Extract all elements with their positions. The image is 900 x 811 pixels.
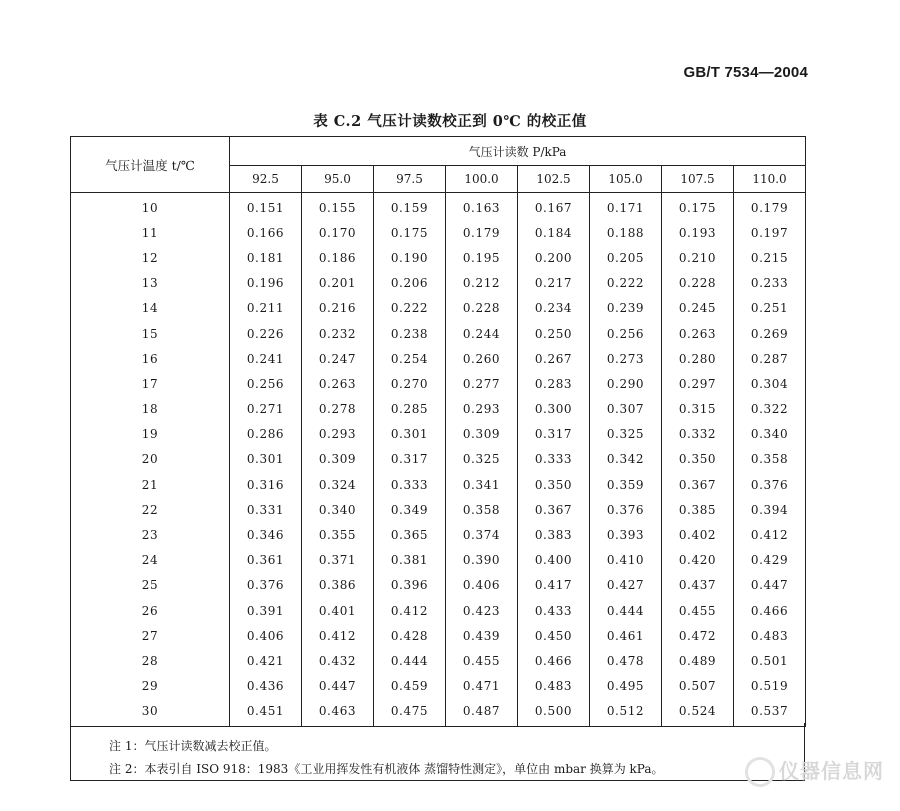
correction-value-cell: 0.241 [230,346,302,371]
correction-value-cell: 0.285 [374,397,446,422]
correction-value-cell: 0.367 [518,497,590,522]
correction-value-cell: 0.267 [518,346,590,371]
table-row [71,598,806,623]
correction-value-cell: 0.507 [662,674,734,699]
correction-value-cell: 0.359 [590,472,662,497]
correction-value-cell: 0.333 [374,472,446,497]
correction-value-cell: 0.297 [662,371,734,396]
correction-value-cell: 0.222 [590,271,662,296]
watermark-logo-icon [745,757,775,787]
correction-value-cell: 0.406 [446,573,518,598]
correction-value-cell: 0.421 [230,648,302,673]
temperature-cell: 19 [71,422,230,447]
correction-value-cell: 0.331 [230,497,302,522]
correction-value-cell: 0.524 [662,699,734,727]
correction-value-cell: 0.175 [374,220,446,245]
correction-value-cell: 0.271 [230,397,302,422]
correction-value-cell: 0.256 [590,321,662,346]
correction-value-cell: 0.211 [230,296,302,321]
correction-value-cell: 0.428 [374,623,446,648]
correction-value-cell: 0.300 [518,397,590,422]
temperature-column-header: 气压计温度 t/℃ [71,137,230,193]
correction-value-cell: 0.386 [302,573,374,598]
correction-value-cell: 0.215 [734,245,806,270]
correction-value-cell: 0.400 [518,548,590,573]
table-row [71,371,806,396]
correction-value-cell: 0.273 [590,346,662,371]
correction-value-cell: 0.381 [374,548,446,573]
temperature-cell: 26 [71,598,230,623]
pressure-header-cell: 107.5 [662,166,734,193]
note-2: 注 2：本表引自 ISO 918：1983《工业用挥发性有机液体 蒸馏特性测定》，单位由 mbar 换算为 kPa。 [109,762,664,776]
correction-value-cell: 0.228 [662,271,734,296]
correction-value-cell: 0.444 [374,648,446,673]
table-row [71,648,806,673]
correction-value-cell: 0.500 [518,699,590,727]
correction-value-cell: 0.436 [230,674,302,699]
pressure-header-cell: 102.5 [518,166,590,193]
correction-value-cell: 0.396 [374,573,446,598]
correction-value-cell: 0.333 [518,447,590,472]
correction-value-cell: 0.495 [590,674,662,699]
temperature-cell: 24 [71,548,230,573]
table-title: 表 C.2 气压计读数校正到 0℃ 的校正值 [313,113,587,130]
correction-value-cell: 0.151 [230,193,302,221]
correction-value-cell: 0.200 [518,245,590,270]
correction-value-cell: 0.391 [230,598,302,623]
correction-value-cell: 0.256 [230,371,302,396]
correction-value-cell: 0.447 [302,674,374,699]
correction-value-cell: 0.201 [302,271,374,296]
correction-value-cell: 0.280 [662,346,734,371]
temperature-cell: 22 [71,497,230,522]
correction-value-cell: 0.478 [590,648,662,673]
correction-value-cell: 0.181 [230,245,302,270]
correction-value-cell: 0.260 [446,346,518,371]
correction-value-cell: 0.170 [302,220,374,245]
correction-value-cell: 0.437 [662,573,734,598]
table-row [71,573,806,598]
correction-value-cell: 0.322 [734,397,806,422]
pressure-header-cell: 100.0 [446,166,518,193]
correction-value-cell: 0.340 [302,497,374,522]
correction-value-cell: 0.290 [590,371,662,396]
correction-value-cell: 0.346 [230,522,302,547]
correction-value-cell: 0.155 [302,193,374,221]
correction-value-cell: 0.402 [662,522,734,547]
correction-value-cell: 0.232 [302,321,374,346]
correction-value-cell: 0.228 [446,296,518,321]
correction-value-cell: 0.455 [446,648,518,673]
correction-value-cell: 0.341 [446,472,518,497]
correction-value-cell: 0.466 [518,648,590,673]
correction-value-cell: 0.184 [518,220,590,245]
correction-value-cell: 0.210 [662,245,734,270]
correction-value-cell: 0.439 [446,623,518,648]
correction-value-cell: 0.171 [590,193,662,221]
correction-value-cell: 0.376 [230,573,302,598]
table-row [71,193,806,221]
temperature-cell: 23 [71,522,230,547]
correction-value-cell: 0.412 [302,623,374,648]
correction-value-cell: 0.269 [734,321,806,346]
correction-value-cell: 0.325 [590,422,662,447]
correction-value-cell: 0.175 [662,193,734,221]
correction-value-cell: 0.350 [662,447,734,472]
correction-value-cell: 0.190 [374,245,446,270]
correction-value-cell: 0.251 [734,296,806,321]
correction-value-cell: 0.358 [446,497,518,522]
correction-value-cell: 0.393 [590,522,662,547]
correction-value-cell: 0.374 [446,522,518,547]
correction-value-cell: 0.432 [302,648,374,673]
pressure-header-cell: 105.0 [590,166,662,193]
temperature-cell: 16 [71,346,230,371]
correction-value-cell: 0.350 [518,472,590,497]
correction-value-cell: 0.205 [590,245,662,270]
correction-value-cell: 0.417 [518,573,590,598]
correction-value-cell: 0.212 [446,271,518,296]
temperature-cell: 10 [71,193,230,221]
correction-value-cell: 0.226 [230,321,302,346]
correction-value-cell: 0.450 [518,623,590,648]
correction-value-cell: 0.193 [662,220,734,245]
correction-value-cell: 0.483 [734,623,806,648]
correction-value-cell: 0.315 [662,397,734,422]
correction-value-cell: 0.179 [446,220,518,245]
correction-value-cell: 0.317 [518,422,590,447]
correction-value-cell: 0.519 [734,674,806,699]
correction-value-cell: 0.233 [734,271,806,296]
correction-value-cell: 0.501 [734,648,806,673]
correction-table [70,136,806,727]
correction-value-cell: 0.412 [734,522,806,547]
standard-code: GB/T 7534—2004 [683,64,808,81]
pressure-header-cell: 95.0 [302,166,374,193]
correction-value-cell: 0.263 [302,371,374,396]
table-row [71,296,806,321]
temperature-cell: 15 [71,321,230,346]
correction-value-cell: 0.466 [734,598,806,623]
table-row [71,623,806,648]
correction-value-cell: 0.471 [446,674,518,699]
correction-value-cell: 0.475 [374,699,446,727]
temperature-cell: 28 [71,648,230,673]
pressure-header-cell: 92.5 [230,166,302,193]
correction-value-cell: 0.512 [590,699,662,727]
correction-value-cell: 0.277 [446,371,518,396]
correction-value-cell: 0.263 [662,321,734,346]
temperature-cell: 20 [71,447,230,472]
temperature-cell: 13 [71,271,230,296]
correction-value-cell: 0.245 [662,296,734,321]
correction-value-cell: 0.433 [518,598,590,623]
correction-value-cell: 0.427 [590,573,662,598]
correction-value-cell: 0.309 [302,447,374,472]
table-row [71,674,806,699]
correction-value-cell: 0.406 [230,623,302,648]
correction-value-cell: 0.349 [374,497,446,522]
pressure-group-header: 气压计读数 P/kPa [230,137,806,166]
correction-value-cell: 0.358 [734,447,806,472]
correction-value-cell: 0.376 [590,497,662,522]
correction-value-cell: 0.365 [374,522,446,547]
correction-value-cell: 0.250 [518,321,590,346]
table-row [71,522,806,547]
correction-value-cell: 0.166 [230,220,302,245]
correction-value-cell: 0.429 [734,548,806,573]
correction-value-cell: 0.239 [590,296,662,321]
correction-value-cell: 0.472 [662,623,734,648]
correction-value-cell: 0.179 [734,193,806,221]
correction-value-cell: 0.487 [446,699,518,727]
table-row [71,397,806,422]
temperature-cell: 12 [71,245,230,270]
watermark [745,755,884,788]
correction-value-cell: 0.394 [734,497,806,522]
temperature-cell: 17 [71,371,230,396]
correction-value-cell: 0.244 [446,321,518,346]
table-row [71,497,806,522]
correction-value-cell: 0.278 [302,397,374,422]
temperature-cell: 29 [71,674,230,699]
correction-value-cell: 0.455 [662,598,734,623]
correction-value-cell: 0.304 [734,371,806,396]
correction-value-cell: 0.293 [446,397,518,422]
correction-value-cell: 0.216 [302,296,374,321]
temperature-cell: 14 [71,296,230,321]
correction-value-cell: 0.447 [734,573,806,598]
temperature-cell: 11 [71,220,230,245]
pressure-header-cell: 97.5 [374,166,446,193]
temperature-cell: 30 [71,699,230,727]
correction-value-cell: 0.317 [374,447,446,472]
correction-value-cell: 0.412 [374,598,446,623]
correction-value-cell: 0.301 [230,447,302,472]
correction-value-cell: 0.287 [734,346,806,371]
temperature-cell: 21 [71,472,230,497]
correction-value-cell: 0.483 [518,674,590,699]
correction-value-cell: 0.196 [230,271,302,296]
correction-value-cell: 0.376 [734,472,806,497]
correction-value-cell: 0.247 [302,346,374,371]
correction-value-cell: 0.283 [518,371,590,396]
table-notes [70,723,805,781]
correction-value-cell: 0.390 [446,548,518,573]
correction-value-cell: 0.217 [518,271,590,296]
correction-value-cell: 0.325 [446,447,518,472]
correction-value-cell: 0.444 [590,598,662,623]
table-row [71,245,806,270]
table-row [71,220,806,245]
correction-value-cell: 0.461 [590,623,662,648]
correction-value-cell: 0.301 [374,422,446,447]
correction-value-cell: 0.383 [518,522,590,547]
correction-value-cell: 0.410 [590,548,662,573]
correction-value-cell: 0.451 [230,699,302,727]
correction-value-cell: 0.423 [446,598,518,623]
temperature-cell: 18 [71,397,230,422]
correction-value-cell: 0.195 [446,245,518,270]
correction-value-cell: 0.401 [302,598,374,623]
correction-value-cell: 0.186 [302,245,374,270]
table-row [71,447,806,472]
correction-value-cell: 0.197 [734,220,806,245]
table-row [71,321,806,346]
temperature-cell: 27 [71,623,230,648]
correction-value-cell: 0.332 [662,422,734,447]
table-row [71,346,806,371]
correction-value-cell: 0.316 [230,472,302,497]
correction-value-cell: 0.307 [590,397,662,422]
correction-value-cell: 0.234 [518,296,590,321]
table-row [71,271,806,296]
correction-value-cell: 0.367 [662,472,734,497]
correction-value-cell: 0.342 [590,447,662,472]
correction-value-cell: 0.361 [230,548,302,573]
correction-value-cell: 0.340 [734,422,806,447]
table-row [71,472,806,497]
correction-value-cell: 0.489 [662,648,734,673]
correction-value-cell: 0.420 [662,548,734,573]
correction-value-cell: 0.238 [374,321,446,346]
pressure-header-cell: 110.0 [734,166,806,193]
correction-value-cell: 0.459 [374,674,446,699]
correction-value-cell: 0.293 [302,422,374,447]
correction-value-cell: 0.371 [302,548,374,573]
correction-value-cell: 0.222 [374,296,446,321]
correction-value-cell: 0.159 [374,193,446,221]
watermark-text: 仪器信息网 [779,758,884,783]
correction-value-cell: 0.355 [302,522,374,547]
correction-value-cell: 0.206 [374,271,446,296]
correction-value-cell: 0.309 [446,422,518,447]
correction-value-cell: 0.270 [374,371,446,396]
correction-value-cell: 0.537 [734,699,806,727]
correction-value-cell: 0.254 [374,346,446,371]
correction-value-cell: 0.286 [230,422,302,447]
correction-value-cell: 0.188 [590,220,662,245]
note-1: 注 1：气压计读数减去校正值。 [109,739,277,753]
correction-value-cell: 0.163 [446,193,518,221]
correction-value-cell: 0.324 [302,472,374,497]
correction-value-cell: 0.167 [518,193,590,221]
correction-value-cell: 0.385 [662,497,734,522]
table-row [71,548,806,573]
table-row [71,422,806,447]
temperature-cell: 25 [71,573,230,598]
correction-value-cell: 0.463 [302,699,374,727]
